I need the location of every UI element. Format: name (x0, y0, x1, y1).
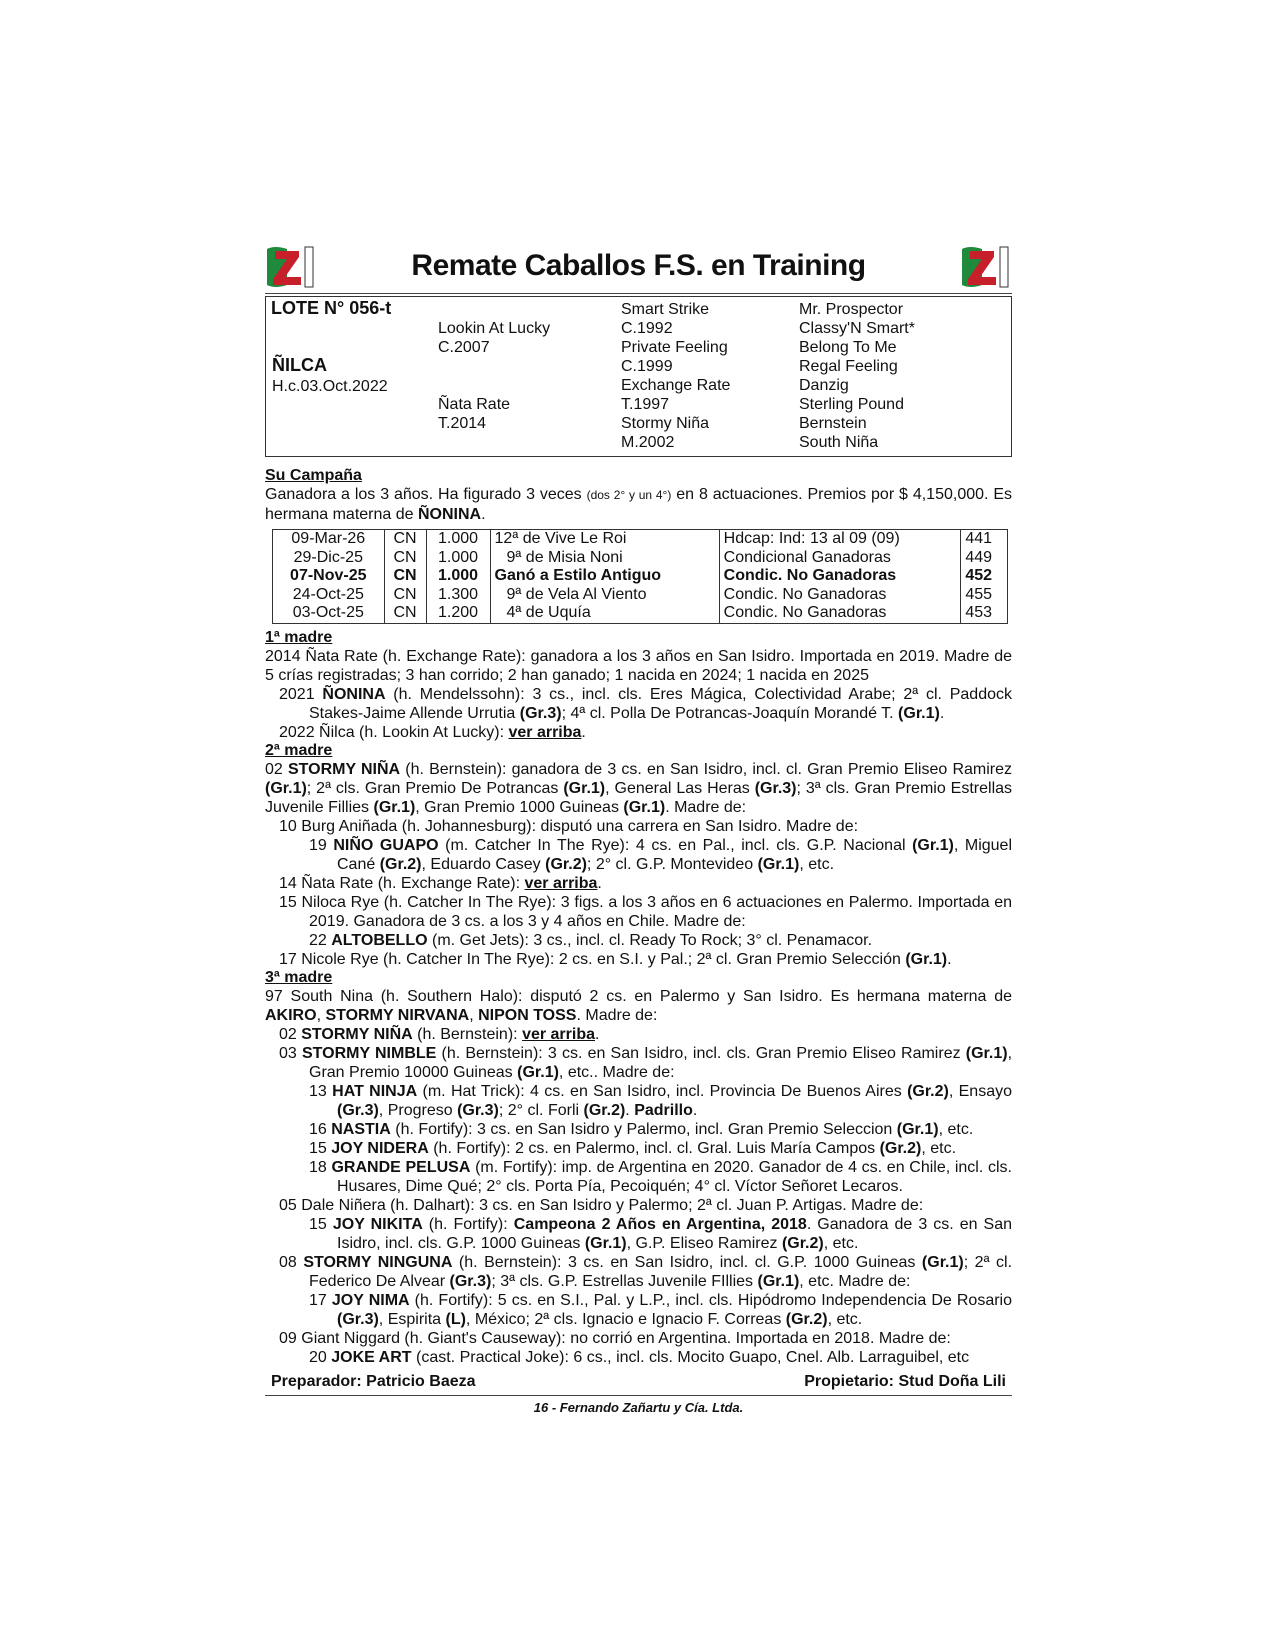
gparent: C.1992 (621, 320, 673, 337)
campaign-cell: 29-Dic-25 (273, 549, 385, 568)
pedigree-entry: 15 JOY NIDERA (h. Fortify): 2 cs. en Palermo, incl. cl. Gral. Luis María Campos (Gr.2), etc. (309, 1139, 957, 1157)
section-heading: 3ª madre (265, 968, 333, 986)
campaign-cell: 1.000 (426, 567, 490, 586)
ggparent: Mr. Prospector (799, 301, 904, 318)
campaign-row (273, 530, 1008, 549)
section-heading: Su Campaña (265, 467, 362, 484)
campaign-cell: CN (384, 586, 426, 605)
campaign-cell: 9ª de Vela Al Viento (490, 586, 719, 605)
ggparent: Danzig (799, 377, 849, 394)
pedigree-entry: 14 Ñata Rate (h. Exchange Rate): ver arriba. (279, 874, 602, 892)
sire-info: C.2007 (438, 339, 490, 356)
dam-name: Ñata Rate (438, 396, 511, 413)
campaign-cell: 03-Oct-25 (273, 604, 385, 623)
dam-info: T.2014 (438, 415, 487, 432)
page-footer (265, 1373, 1012, 1396)
campaign-row (273, 549, 1008, 568)
campaign-section (265, 467, 1012, 624)
campaign-cell: 12ª de Vive Le Roi (490, 530, 719, 549)
pedigree-entry: 16 NASTIA (h. Fortify): 3 cs. en San Isidro y Palermo, incl. Gran Premio Seleccion (Gr.1), etc. (309, 1120, 974, 1138)
pedigree-entry: 02 STORMY NIÑA (h. Bernstein): ganadora de 3 cs. en San Isidro, incl. cl. Gran Premio Eliseo Ramirez (Gr.1); 2ª cls. Gran Premio De Potrancas (Gr.1), General Las Heras (Gr.3); 3ª cls. Gran Premio Estrellas Juvenile Fillies (Gr.1), Gran Premio 1000 Guineas (Gr.1). Madre de: (265, 760, 1013, 816)
campaign-cell: 1.300 (426, 586, 490, 605)
campaign-row (273, 567, 1008, 586)
trainer-label: Preparador: Patricio Baeza (271, 1372, 476, 1390)
gparent: T.1997 (621, 396, 670, 413)
campaign-cell: 1.200 (426, 604, 490, 623)
gparent: M.2002 (621, 434, 675, 451)
pedigree-entry: 18 GRANDE PELUSA (m. Fortify): imp. de Argentina en 2020. Ganador de 4 cs. en Chile, incl. cls. Husares, Dime Qué; 2° cls. Porta Pía, Pecoiquén; 4° cl. Víctor Señoret Lecaros. (309, 1158, 1012, 1195)
horse-name: ÑILCA (272, 355, 327, 375)
pedigree-entry: 17 JOY NIMA (h. Fortify): 5 cs. en S.I., Pal. y L.P., incl. cls. Hipódromo Independencia De Rosario (Gr.3), Espirita (L), México; 2ª cls. Ignacio e Ignacio F. Correas (Gr.2), etc. (309, 1291, 1013, 1328)
madre1-offspring: 2022 Ñilca (h. Lookin At Lucky): ver arriba. (279, 723, 586, 741)
ggparent: Sterling Pound (799, 396, 904, 413)
madre1-text: 2014 Ñata Rate (h. Exchange Rate): ganadora a los 3 años en San Isidro. Importada en 2019. Madre de 5 crías registradas; 3 han corrido; 2 han ganado; 1 nacida en 2024; 1 nacida en 2025 (265, 647, 1012, 684)
madre2-section (265, 742, 1012, 969)
campaign-cell: CN (384, 549, 426, 568)
campaign-cell: 24-Oct-25 (273, 586, 385, 605)
campaign-cell: CN (384, 604, 426, 623)
campaign-cell: 1.000 (426, 530, 490, 549)
gparent: Stormy Niña (621, 415, 710, 432)
campaign-cell: Condic. No Ganadoras (719, 567, 961, 586)
campaign-cell: 441 (961, 530, 1008, 549)
page-title: Remate Caballos F.S. en Training (411, 249, 866, 282)
catalog-page (265, 243, 1012, 1415)
pedigree-entry: 22 ALTOBELLO (m. Get Jets): 3 cs., incl. cl. Ready To Rock; 3° cl. Penamacor. (309, 931, 873, 949)
madre1-offspring: 2021 ÑONINA (h. Mendelssohn): 3 cs., incl. cls. Eres Mágica, Colectividad Arabe; 2ª cl. Paddock Stakes-Jaime Allende Urrutia (Gr.3); 4ª cl. Polla De Potrancas-Joaquín Morandé T. (Gr.1). (279, 685, 1013, 722)
page-header (265, 243, 1012, 294)
pedigree-entry: 17 Nicole Rye (h. Catcher In The Rye): 2 cs. en S.I. y Pal.; 2ª cl. Gran Premio Selección (Gr.1). (279, 950, 952, 968)
ggparent: South Niña (799, 434, 879, 451)
gparent: C.1999 (621, 358, 673, 375)
owner-label: Propietario: Stud Doña Lili (804, 1372, 1006, 1390)
campaign-cell: Ganó a Estilo Antiguo (490, 567, 719, 586)
campaign-cell: Condicional Ganadoras (719, 549, 961, 568)
pedigree-entry: 13 HAT NINJA (m. Hat Trick): 4 cs. en San Isidro, incl. Provincia De Buenos Aires (Gr.2), Ensayo (Gr.3), Progreso (Gr.3); 2° cl. Forli (Gr.2). Padrillo. (309, 1082, 1013, 1119)
campaign-cell: Condic. No Ganadoras (719, 586, 961, 605)
campaign-text: Ganadora a los 3 años. Ha figurado 3 veces (dos 2° y un 4°) en 8 actuaciones. Premios por $ 4,150,000. Es hermana materna de ÑONINA. (265, 486, 1013, 523)
ggparent: Regal Feeling (799, 358, 898, 375)
campaign-cell: 07-Nov-25 (273, 567, 385, 586)
pedigree-entry: 20 JOKE ART (cast. Practical Joke): 6 cs., incl. cls. Mocito Guapo, Cnel. Alb. Larraguibel, etc (309, 1348, 970, 1366)
gparent: Smart Strike (621, 301, 710, 318)
pedigree-entry: 15 JOY NIKITA (h. Fortify): Campeona 2 Años en Argentina, 2018. Ganadora de 3 cs. en San Isidro, incl. cls. G.P. 1000 Guineas (Gr.1), G.P. Eliseo Ramirez (Gr.2), etc. (309, 1215, 1013, 1252)
pedigree-entry: 03 STORMY NIMBLE (h. Bernstein): 3 cs. en San Isidro, incl. cls. Gran Premio Eliseo Ramirez (Gr.1), Gran Premio 10000 Guineas (Gr.1), etc.. Madre de: (279, 1044, 1013, 1081)
campaign-cell: 09-Mar-26 (273, 530, 385, 549)
madre1-section (265, 629, 1012, 742)
pedigree-entry: 97 South Nina (h. Southern Halo): disputó 2 cs. en Palermo y San Isidro. Es hermana materna de AKIRO, STORMY NIRVANA, NIPON TOSS. Madre de: (265, 987, 1012, 1024)
pedigree-entry: 19 NIÑO GUAPO (m. Catcher In The Rye): 4 cs. en Pal., incl. cls. G.P. Nacional (Gr.1), Miguel Cané (Gr.2), Eduardo Casey (Gr.2); 2° cl. G.P. Montevideo (Gr.1), etc. (309, 836, 1013, 873)
sire-name: Lookin At Lucky (438, 320, 551, 337)
campaign-cell: 4ª de Uquía (490, 604, 719, 623)
ggparent: Bernstein (799, 415, 867, 432)
campaign-cell: CN (384, 530, 426, 549)
campaign-cell: 1.000 (426, 549, 490, 568)
ggparent: Classy'N Smart* (799, 320, 915, 337)
campaign-cell: CN (384, 567, 426, 586)
campaign-cell: 455 (961, 586, 1008, 605)
section-heading: 1ª madre (265, 628, 333, 646)
page-number: 16 - Fernando Zañartu y Cía. Ltda. (533, 1399, 744, 1415)
campaign-row (273, 604, 1008, 623)
gparent: Exchange Rate (621, 377, 731, 394)
section-heading: 2ª madre (265, 741, 333, 759)
pedigree-entry: 08 STORMY NINGUNA (h. Bernstein): 3 cs. en San Isidro, incl. cl. G.P. 1000 Guineas (Gr.1); 2ª cl. Federico De Alvear (Gr.3); 3ª cls. G.P. Estrellas Juvenile FIllies (Gr.1), etc. Madre de: (279, 1253, 1013, 1290)
campaign-cell: 9ª de Misia Noni (490, 549, 719, 568)
lote-number: LOTE N° 056-t (271, 298, 392, 318)
pedigree-entry: 15 Niloca Rye (h. Catcher In The Rye): 3 figs. a los 3 años en 6 actuaciones en Palermo. Importada en 2019. Ganadora de 3 cs. a los 3 y 4 años en Chile. Madre de: (279, 893, 1012, 930)
campaign-cell: 449 (961, 549, 1008, 568)
pedigree-entry: 02 STORMY NIÑA (h. Bernstein): ver arriba. (279, 1025, 600, 1043)
horse-info: H.c.03.Oct.2022 (272, 378, 388, 395)
pedigree-entry: 09 Giant Niggard (h. Giant's Causeway): no corrió en Argentina. Importada en 2018. Madre de: (279, 1329, 951, 1347)
pedigree-entry: 05 Dale Niñera (h. Dalhart): 3 cs. en San Isidro y Palermo; 2ª cl. Juan P. Artigas. Madre de: (279, 1196, 924, 1214)
campaign-cell: Hdcap: Ind: 13 al 09 (09) (719, 530, 961, 549)
gparent: Private Feeling (621, 339, 728, 356)
pedigree-box (265, 296, 1012, 457)
campaign-cell: 453 (961, 604, 1008, 623)
campaign-row (273, 586, 1008, 605)
ggparent: Belong To Me (799, 339, 897, 356)
campaign-cell: 452 (961, 567, 1008, 586)
campaign-table (272, 529, 1008, 624)
pedigree-entry: 10 Burg Aniñada (h. Johannesburg): disputó una carrera en San Isidro. Madre de: (279, 817, 859, 835)
zr-logo-icon (960, 245, 1012, 289)
madre3-section (265, 969, 1012, 1367)
campaign-cell: Condic. No Ganadoras (719, 604, 961, 623)
